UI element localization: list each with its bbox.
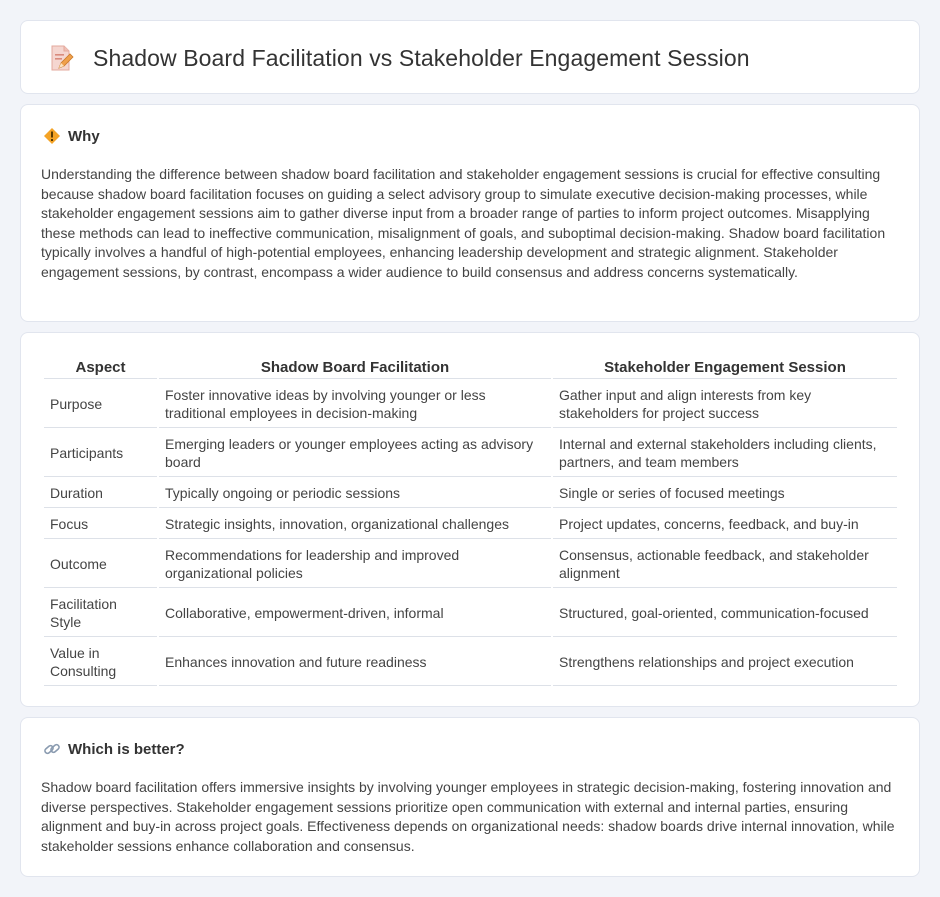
table-row	[44, 639, 897, 686]
which-is-better-section	[20, 717, 920, 877]
row-stakeholder: Project updates, concerns, feedback, and buy-in	[553, 510, 897, 539]
better-heading: Which is better?	[68, 740, 185, 758]
why-heading: Why	[68, 127, 100, 145]
table-header-row	[44, 355, 897, 379]
warning-diamond-icon	[43, 127, 61, 145]
header-aspect: Aspect	[44, 355, 157, 379]
row-shadow-board: Collaborative, empowerment-driven, informal	[159, 590, 551, 637]
table-row	[44, 541, 897, 588]
page-title: Shadow Board Facilitation vs Stakeholder Engagement Session	[93, 44, 750, 71]
table-row	[44, 510, 897, 539]
row-shadow-board: Emerging leaders or younger employees acting as advisory board	[159, 430, 551, 477]
row-aspect: Purpose	[44, 381, 157, 428]
row-shadow-board: Enhances innovation and future readiness	[159, 639, 551, 686]
title-row	[45, 43, 750, 73]
row-shadow-board: Recommendations for leadership and improved organizational policies	[159, 541, 551, 588]
comparison-table	[42, 353, 899, 688]
row-aspect: Duration	[44, 479, 157, 508]
link-icon	[43, 740, 61, 758]
header-shadow-board: Shadow Board Facilitation	[159, 355, 551, 379]
document-pencil-icon	[45, 43, 75, 73]
row-shadow-board: Typically ongoing or periodic sessions	[159, 479, 551, 508]
row-stakeholder: Strengthens relationships and project execution	[553, 639, 897, 686]
table-row	[44, 479, 897, 508]
better-text: Shadow board facilitation offers immersive insights by involving younger employees in strategic decision-making, fostering innovation and diverse perspectives. Stakeholder engagement sessions prioritize open communication with external and internal parties, ensuring alignment and buy-in across project goals. Effectiveness depends on organizational needs: shadow boards drive internal innovation, while stakeholder sessions enhance collaboration and consensus.	[41, 779, 895, 854]
table-row	[44, 430, 897, 477]
better-heading-row	[43, 740, 185, 758]
row-shadow-board: Strategic insights, innovation, organizational challenges	[159, 510, 551, 539]
row-stakeholder: Internal and external stakeholders including clients, partners, and team members	[553, 430, 897, 477]
row-stakeholder: Structured, goal-oriented, communication-focused	[553, 590, 897, 637]
why-section	[20, 104, 920, 322]
title-card	[20, 20, 920, 94]
table-row	[44, 590, 897, 637]
table-row	[44, 381, 897, 428]
row-aspect: Focus	[44, 510, 157, 539]
row-stakeholder: Consensus, actionable feedback, and stakeholder alignment	[553, 541, 897, 588]
row-shadow-board: Foster innovative ideas by involving younger or less traditional employees in decision-making	[159, 381, 551, 428]
row-aspect: Value in Consulting	[44, 639, 157, 686]
row-stakeholder: Gather input and align interests from key stakeholders for project success	[553, 381, 897, 428]
row-aspect: Participants	[44, 430, 157, 477]
why-text: Understanding the difference between shadow board facilitation and stakeholder engagement sessions is crucial for effective consulting because shadow board facilitation focuses on guiding a select advisory group to simulate executive decision-making processes, while stakeholder engagement sessions aim to gather diverse input from a broader range of parties to inform project outcomes. Misapplying these methods can lead to ineffective communication, misalignment of goals, and suboptimal decision-making. Shadow board facilitation typically involves a handful of high-potential employees, enhancing leadership development and strategic alignment. Stakeholder engagement sessions, by contrast, encompass a wider audience to build consensus and address concerns systematically.	[41, 166, 886, 280]
row-aspect: Facilitation Style	[44, 590, 157, 637]
row-aspect: Outcome	[44, 541, 157, 588]
row-stakeholder: Single or series of focused meetings	[553, 479, 897, 508]
comparison-section	[20, 332, 920, 707]
header-stakeholder: Stakeholder Engagement Session	[553, 355, 897, 379]
why-heading-row	[43, 127, 100, 145]
